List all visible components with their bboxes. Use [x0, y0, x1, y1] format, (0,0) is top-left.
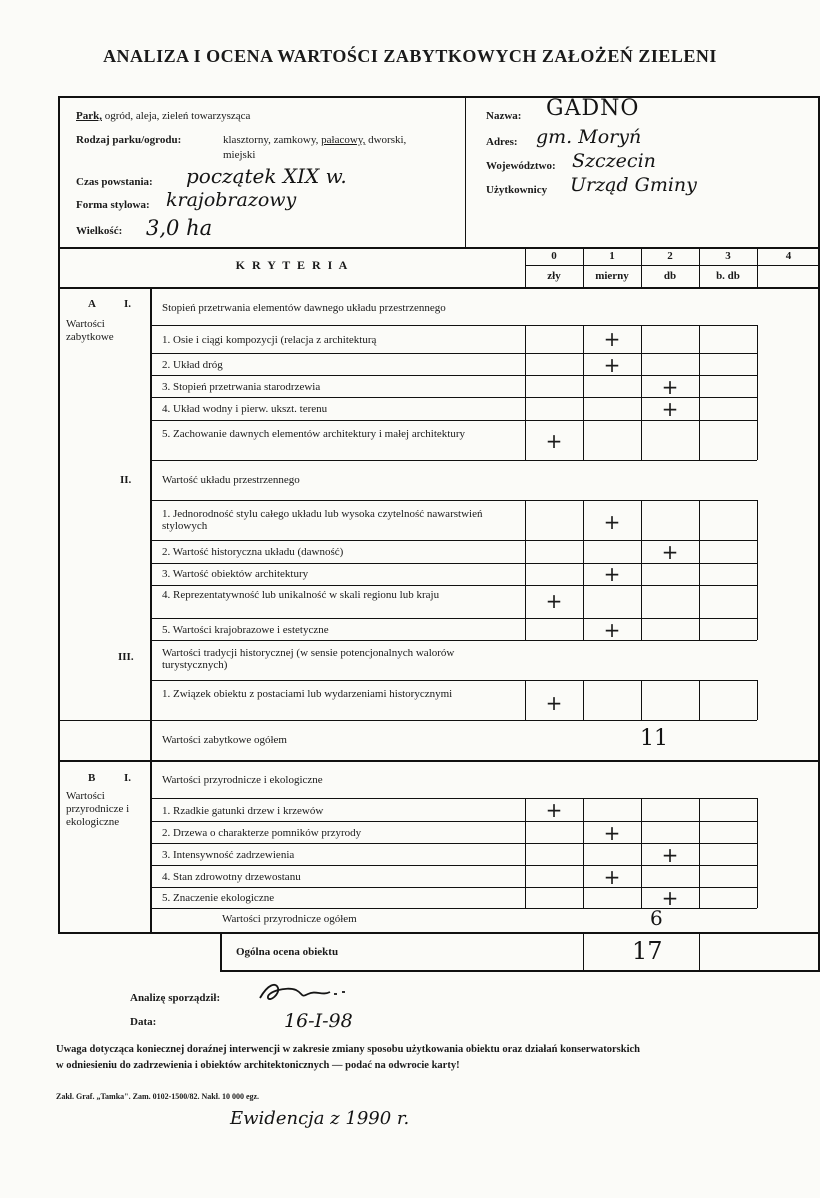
overall-col-line: [699, 932, 700, 972]
criterion-mark: +: [661, 375, 679, 399]
date-label: Data:: [130, 1016, 157, 1028]
criterion-label: 5. Znaczenie ekologiczne: [162, 892, 275, 904]
group1-title: Stopień przetrwania elementów dawnego układu przestrzennego: [162, 302, 446, 314]
criterion-label: 5. Wartości krajobrazowe i estetyczne: [162, 624, 329, 636]
criterion-mark: +: [661, 540, 679, 564]
forma-label: Forma stylowa:: [76, 199, 150, 211]
criterion-mark: +: [603, 353, 621, 377]
col-2-num: 2: [667, 250, 673, 262]
park-type-selected: Park,: [76, 110, 102, 122]
note-line-1: Uwaga dotycząca koniecznej doraźnej interwencji w zakresie zmiany sposobu użytkowania obiektu oraz działań konserwatorskich: [56, 1044, 640, 1055]
section-b-group-title: Wartości przyrodnicze i ekologiczne: [162, 774, 323, 786]
mark-col-line: [757, 500, 758, 640]
section-b-name: Wartości przyrodnicze i ekologiczne: [66, 790, 130, 828]
handwritten-footer: Ewidencja z 1990 r.: [230, 1108, 410, 1129]
czas-value: początek XIX w.: [186, 164, 347, 188]
rodzaj-option-a: klasztorny, zamkowy,: [223, 134, 319, 146]
criterion-mark: +: [603, 510, 621, 534]
section-a-total-label: Wartości zabytkowe ogółem: [162, 734, 287, 746]
criterion-mark: +: [545, 798, 563, 822]
row-line: [150, 618, 757, 619]
printer-info: Zakł. Graf. „Tamka". Zam. 0102-1500/82. Nakł. 10 000 egz.: [56, 1092, 260, 1101]
criterion-mark: +: [661, 843, 679, 867]
criterion-label: 3. Stopień przetrwania starodrzewia: [162, 381, 321, 393]
row-line: [150, 821, 757, 822]
section-a-letter: A: [88, 298, 96, 310]
criterion-label: 3. Intensywność zadrzewienia: [162, 849, 295, 861]
col-0-num: 0: [551, 250, 557, 262]
col-4-num: 4: [785, 250, 792, 262]
section-a-total-value: 11: [640, 726, 668, 751]
header-sub-line: [525, 265, 820, 266]
mark-col-line: [699, 798, 700, 908]
rodzaj-option-c: dworski,: [368, 134, 407, 146]
section-a-group2-roman: II.: [120, 474, 132, 486]
rodzaj-option-selected: pałacowy,: [321, 134, 366, 146]
section-b-total-value: 6: [650, 906, 663, 930]
adres-value: gm. Moryń: [536, 126, 642, 148]
section-b-total-label: Wartości przyrodnicze ogółem: [222, 913, 357, 925]
row-line: [150, 798, 757, 799]
mark-col-line: [525, 500, 526, 640]
section-a-name: Wartości zabytkowe: [66, 318, 114, 343]
hdr-col-line: [757, 247, 758, 287]
hdr-col-line: [641, 247, 642, 287]
col-1-name: mierny: [595, 270, 629, 282]
mark-col-line: [757, 325, 758, 460]
criterion-label: 4. Reprezentatywność lub unikalność w skali regionu lub kraju: [162, 589, 440, 601]
criterion-mark: +: [661, 397, 679, 421]
rodzaj-options: [223, 134, 406, 146]
page-title: ANALIZA I OCENA WARTOŚCI ZABYTKOWYCH ZAŁOŻEŃ ZIELENI: [103, 46, 717, 66]
criterion-mark: +: [545, 429, 563, 453]
kryteria-label: K R Y T E R I A: [235, 258, 350, 272]
mark-col-line: [757, 680, 758, 720]
mark-col-line: [757, 798, 758, 908]
col-2-name: db: [663, 270, 677, 282]
czas-label: Czas powstania:: [76, 176, 153, 188]
criterion-label: 4. Układ wodny i pierw. ukszt. terenu: [162, 403, 328, 415]
row-line: [150, 353, 757, 354]
row-line: [150, 460, 757, 461]
hdr-col-line: [699, 247, 700, 287]
park-line: [76, 110, 250, 122]
uzytkownicy-label: Użytkownicy: [486, 184, 548, 196]
criterion-label: 2. Drzewa o charakterze pomników przyrody: [162, 827, 362, 839]
criterion-label: 3. Wartość obiektów architektury: [162, 568, 309, 580]
row-line: [150, 680, 757, 681]
rodzaj-label: Rodzaj parku/ogrodu:: [76, 134, 182, 146]
mark-col-line: [583, 680, 584, 720]
col-3-num: 3: [725, 250, 731, 262]
col-3-name: b. db: [716, 270, 740, 282]
rodzaj-option-miejski: miejski: [223, 149, 256, 161]
col-0-name: zły: [547, 270, 561, 282]
row-line: [150, 585, 757, 586]
criterion-mark: +: [603, 865, 621, 889]
criterion-label: 1. Związek obiektu z postaciami lub wydarzeniami historycznymi: [162, 688, 453, 700]
criterion-mark: +: [603, 562, 621, 586]
section-a-roman: I.: [124, 298, 132, 310]
overall-col-line: [583, 932, 584, 972]
adres-label: Adres:: [486, 136, 518, 148]
woj-value: Szczecin: [572, 150, 656, 172]
row-line: [150, 500, 757, 501]
criterion-mark: +: [661, 886, 679, 910]
mark-col-line: [699, 680, 700, 720]
uzytkownicy-value: Urząd Gminy: [570, 174, 697, 196]
woj-label: Województwo:: [486, 160, 556, 172]
criterion-label: 1. Rzadkie gatunki drzew i krzewów: [162, 805, 324, 817]
mark-col-line: [583, 798, 584, 908]
criterion-mark: +: [603, 327, 621, 351]
mark-col-line: [699, 500, 700, 640]
criterion-label: 2. Wartość historyczna układu (dawność): [162, 546, 344, 558]
category-column-line: [150, 287, 152, 934]
group2-title: Wartość układu przestrzennego: [162, 474, 300, 486]
note-line-2: w odniesieniu do zadrzewienia i obiektów architektonicznych — podać na odwrocie karty!: [56, 1060, 460, 1071]
nazwa-label: Nazwa:: [486, 110, 522, 122]
col-1-num: 1: [609, 250, 615, 262]
criterion-label: 1. Osie i ciągi kompozycji (relacja z architekturą: [162, 334, 377, 346]
row-line: [150, 640, 757, 641]
date-value: 16-I-98: [284, 1010, 353, 1032]
forma-value: krajobrazowy: [166, 189, 297, 211]
criterion-mark: +: [603, 618, 621, 642]
mark-col-line: [641, 500, 642, 640]
criterion-mark: +: [545, 589, 563, 613]
criterion-mark: +: [545, 691, 563, 715]
analysis-label: Analizę sporządził:: [130, 992, 221, 1004]
wielkosc-value: 3,0 ha: [146, 216, 213, 240]
hdr-col-line: [583, 247, 584, 287]
row-line: [150, 325, 757, 326]
criterion-label: 4. Stan zdrowotny drzewostanu: [162, 871, 301, 883]
nazwa-value: GADNO: [546, 96, 640, 121]
group3-title: Wartości tradycji historycznej (w sensie potencjonalnych walorów turystycznych): [162, 647, 455, 671]
header-divider: [465, 96, 466, 248]
overall-label: Ogólna ocena obiektu: [236, 946, 339, 958]
header-bottom-line: [58, 287, 820, 289]
mark-col-line: [699, 325, 700, 460]
section-a-group3-roman: III.: [118, 651, 134, 663]
section-divider: [58, 760, 820, 762]
overall-value: 17: [632, 937, 663, 965]
criterion-label: 1. Jednorodność stylu całego układu lub wysoka czytelność nawarstwień stylowych: [162, 508, 483, 532]
criterion-label: 2. Układ dróg: [162, 359, 223, 371]
section-b-letter: B: [88, 772, 96, 784]
mark-col-line: [641, 680, 642, 720]
hdr-col-line: [525, 247, 526, 287]
wielkosc-label: Wielkość:: [76, 225, 123, 237]
row-line: [58, 720, 757, 721]
section-b-roman: I.: [124, 772, 132, 784]
park-type-options: ogród, aleja, zieleń towarzysząca: [104, 110, 251, 122]
criterion-mark: +: [603, 821, 621, 845]
criterion-label: 5. Zachowanie dawnych elementów architektury i małej architektury: [162, 428, 465, 440]
